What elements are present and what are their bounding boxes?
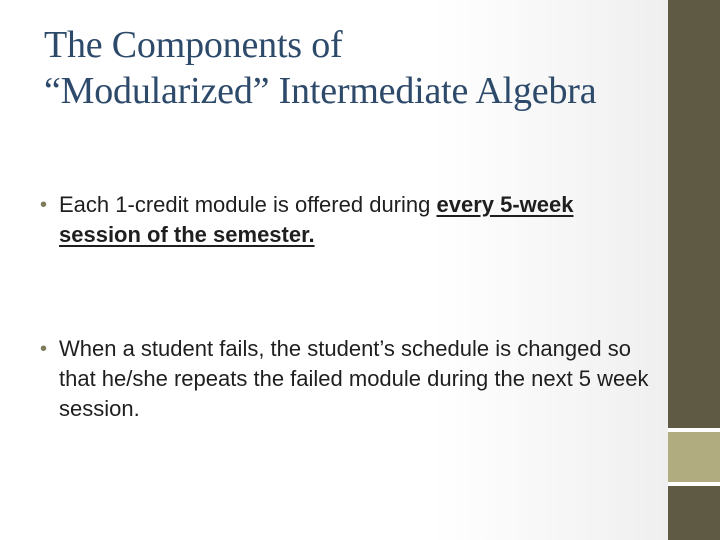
bullet-marker: • (40, 338, 48, 360)
bullet-marker: • (40, 194, 48, 216)
bullet-emphasis-text: every 5-week session of the semester. (59, 192, 574, 247)
bullet-text: When a student fails, the student’s schedule is changed so that he/she repeats the failed module during the next 5 week session. (59, 336, 649, 421)
bullet-item (40, 190, 650, 250)
slide-title-line-2: “Modularized” Intermediate Algebra (44, 70, 597, 112)
bullet-list (40, 190, 650, 424)
side-bar-accent-block (668, 432, 720, 482)
slide-title (44, 22, 664, 114)
slide-title-line-1: The Components of (44, 24, 343, 66)
bullet-item (40, 334, 650, 424)
bullet-text: Each 1-credit module is offered during (59, 192, 437, 217)
side-bar-separator-lower (668, 482, 720, 486)
